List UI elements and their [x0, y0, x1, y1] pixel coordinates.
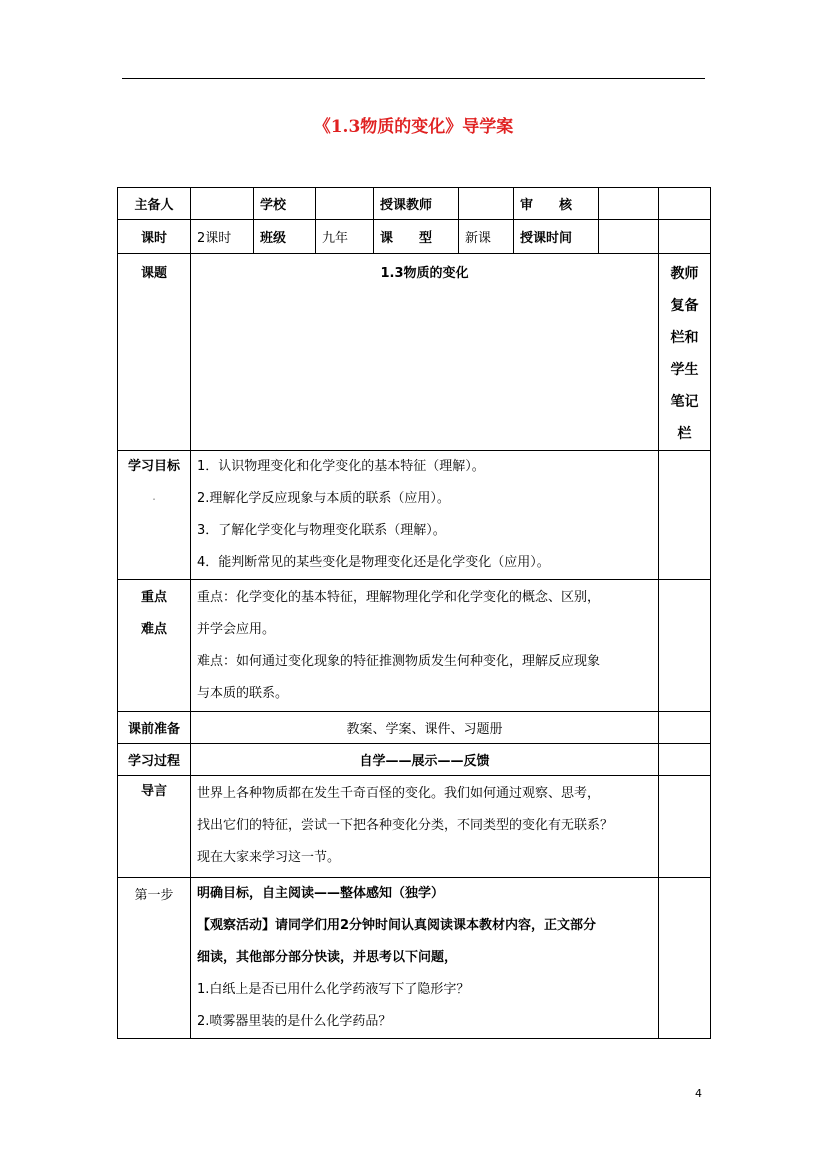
- goals-row: [118, 451, 711, 580]
- cell-teacher-value: [459, 188, 514, 220]
- cell-time-label: 授课时间: [514, 220, 599, 254]
- step1-question: 2.喷雾器里装的是什么化学药品？: [197, 1014, 392, 1029]
- cell-period-label: 课时: [118, 220, 191, 254]
- cell-side-1: [659, 188, 711, 220]
- keypoints-row: [118, 580, 711, 712]
- keypoint-line: 难点：如何通过变化现象的特征推测物质发生何种变化，理解反应现象: [197, 654, 601, 669]
- notes-cell: [659, 580, 711, 712]
- keypoint-line: 重点：化学变化的基本特征，理解物理化学和化学变化的概念、区别，: [197, 590, 601, 605]
- cell-type-value: 新课: [459, 220, 514, 254]
- process-row: [118, 744, 711, 776]
- step1-row: [118, 878, 711, 1039]
- step1-activity-line: 【观察活动】请同学们用2分钟时间认真阅读课本教材内容，正文部分: [197, 918, 597, 933]
- goal-item: 1．认识物理变化和化学变化的基本特征（理解）。: [197, 459, 485, 474]
- prep-value: 教案、学案、课件、习题册: [191, 712, 659, 744]
- cell-type-label: 课 型: [374, 220, 459, 254]
- prep-row: [118, 712, 711, 744]
- process-value: 自学——展示——反馈: [191, 744, 659, 776]
- notes-label-line: 笔记: [670, 394, 699, 410]
- step1-heading: 明确目标，自主阅读——整体感知（独学）: [197, 886, 445, 901]
- cell-school-label: 学校: [254, 188, 316, 220]
- cell-class-value: 九年: [316, 220, 374, 254]
- keypoint-line: 与本质的联系。: [197, 686, 289, 701]
- notes-column-label: [659, 254, 711, 451]
- dot-mark: ·: [152, 495, 156, 504]
- cell-class-label: 班级: [254, 220, 316, 254]
- step1-content: [191, 878, 659, 1039]
- goal-item: 3．了解化学变化与物理变化联系（理解）。: [197, 523, 446, 538]
- topic-label: 课题: [118, 254, 191, 451]
- cell-review-value: [599, 188, 659, 220]
- goal-item: 2.理解化学反应现象与本质的联系（应用）。: [197, 491, 450, 506]
- intro-row: [118, 776, 711, 878]
- cell-review-label: 审 核: [514, 188, 599, 220]
- cell-time-value: [599, 220, 659, 254]
- goals-content: [191, 451, 659, 580]
- notes-label-line: 栏: [677, 426, 692, 442]
- step1-question: 1.白纸上是否已用什么化学药液写下了隐形字？: [197, 982, 470, 997]
- lesson-plan-table: [117, 187, 711, 1039]
- notes-cell: [659, 776, 711, 878]
- intro-line: 找出它们的特征，尝试一下把各种变化分类，不同类型的变化有无联系？: [197, 818, 614, 833]
- notes-cell: [659, 744, 711, 776]
- intro-label: 导言: [118, 776, 191, 878]
- process-label: 学习过程: [118, 744, 191, 776]
- cell-school-value: [316, 188, 374, 220]
- intro-line: 世界上各种物质都在发生千奇百怪的变化。我们如何通过观察、思考，: [197, 786, 601, 801]
- goals-label-text: 学习目标: [127, 459, 180, 474]
- intro-line: 现在大家来学习这一节。: [197, 850, 341, 865]
- header-rule: [122, 78, 705, 79]
- notes-label-line: 复备: [670, 298, 699, 314]
- cell-preparer-value: [191, 188, 254, 220]
- step1-activity-line: 细读，其他部分部分快读，并思考以下问题，: [197, 950, 458, 965]
- keypoints-label: [118, 580, 191, 712]
- step1-label: 第一步: [118, 878, 191, 1039]
- keypoint-line: 并学会应用。: [197, 622, 276, 637]
- notes-cell: [659, 878, 711, 1039]
- page-number: 4: [695, 1087, 702, 1100]
- intro-content: [191, 776, 659, 878]
- notes-label-line: 教师: [670, 266, 699, 282]
- topic-row: [118, 254, 711, 451]
- prep-label: 课前准备: [118, 712, 191, 744]
- goal-item: 4．能判断常见的某些变化是物理变化还是化学变化（应用）。: [197, 555, 550, 570]
- notes-cell: [659, 451, 711, 580]
- header-row-1: [118, 188, 711, 220]
- document-title: 《1.3物质的变化》导学案: [313, 117, 514, 137]
- notes-label-line: 栏和: [670, 330, 699, 346]
- keypoint-label-line: 重点: [140, 590, 167, 605]
- cell-preparer-label: 主备人: [118, 188, 191, 220]
- cell-teacher-label: 授课教师: [374, 188, 459, 220]
- topic-value: 1.3物质的变化: [191, 254, 659, 451]
- difficulty-label-line: 难点: [140, 622, 167, 637]
- cell-side-2: [659, 220, 711, 254]
- header-row-2: [118, 220, 711, 254]
- keypoints-content: [191, 580, 659, 712]
- notes-label-line: 学生: [670, 362, 699, 378]
- cell-period-value: 2课时: [191, 220, 254, 254]
- goals-label: [118, 451, 191, 580]
- notes-cell: [659, 712, 711, 744]
